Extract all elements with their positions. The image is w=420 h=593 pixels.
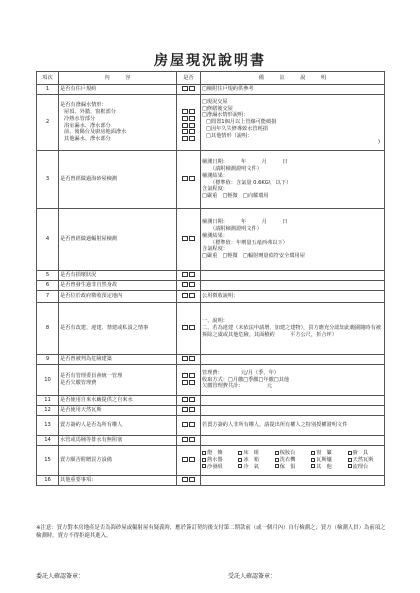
accessory-checkbox[interactable]	[311, 464, 315, 468]
table-row	[37, 406, 385, 416]
content-line: 是否使用自來水廠提供之自來水	[60, 397, 133, 404]
header-yesno: 是否	[177, 72, 201, 85]
remark-line: 公用徵收說明：	[202, 293, 239, 300]
yes-checkbox[interactable]	[182, 236, 188, 241]
no-checkbox[interactable]	[189, 380, 195, 385]
row-number: 16	[37, 476, 59, 486]
remark-line: （請附檢測證明文件）	[210, 165, 262, 172]
accessory-label: 燈 飾	[207, 450, 223, 457]
content-line: 賣方簽約人是否為所有權人	[60, 422, 123, 429]
remark-line: □因年久失修導致水管耗損	[206, 125, 268, 132]
yes-checkbox[interactable]	[182, 397, 188, 402]
yes-no-checkboxes	[177, 446, 201, 476]
row-remark	[201, 291, 385, 303]
remark-line: □其他情形（說明：	[206, 132, 253, 139]
yes-checkbox[interactable]	[182, 129, 188, 134]
remark-line: 一、說明：	[202, 318, 228, 325]
content-line: 是否有改建、違建、禁建或私設之情事	[60, 325, 149, 332]
header-content: 內 容	[59, 72, 177, 85]
yes-checkbox[interactable]	[182, 380, 188, 385]
yes-no-checkboxes	[177, 209, 201, 271]
yes-checkbox[interactable]	[182, 422, 188, 427]
accessory-checkbox[interactable]	[311, 451, 315, 455]
accessory-checkbox[interactable]	[348, 464, 352, 468]
row-number: 10	[37, 365, 59, 396]
remark-line: 欠繳管理費共計： 元	[202, 383, 273, 390]
remark-line: 含氯程度：	[202, 246, 228, 253]
content-line: 其他漏水、滲水部分	[64, 136, 111, 143]
no-checkbox[interactable]	[189, 129, 195, 134]
row-content	[59, 95, 177, 151]
accessory-label: 床 組	[243, 450, 259, 457]
row-content	[59, 446, 177, 476]
accessory-label: 冷 氣	[243, 463, 259, 470]
row-number: 1	[37, 85, 59, 95]
row-remark	[201, 406, 385, 416]
yes-no-checkboxes	[177, 436, 201, 446]
table-row	[37, 291, 385, 303]
table-row	[37, 355, 385, 365]
accessory-label: 梳妝台	[279, 450, 296, 457]
remark-line: □修繕後交屋	[202, 105, 233, 112]
content-line: 冷熱水管部分	[64, 115, 96, 122]
row-number: 11	[37, 396, 59, 406]
remark-line: 收取方式：□月繳□季繳□年繳□其他	[202, 376, 290, 383]
remark-line: □閒置1個月以上管線可能破損	[206, 119, 277, 126]
row-content	[59, 355, 177, 365]
no-checkbox[interactable]	[189, 136, 195, 141]
yes-checkbox[interactable]	[182, 477, 188, 482]
yes-checkbox[interactable]	[182, 457, 188, 462]
accessory-option[interactable]	[348, 457, 383, 464]
row-number: 6	[37, 281, 59, 291]
row-remark	[201, 476, 385, 486]
row-content	[59, 406, 177, 416]
yes-no-checkboxes	[177, 271, 201, 281]
accessory-label: 天然瓦斯	[352, 457, 374, 464]
page-title: 房屋現況說明書	[154, 53, 266, 69]
row-content	[59, 291, 177, 303]
header-no: 項次	[37, 72, 59, 85]
yes-no-checkboxes	[177, 303, 201, 355]
row-content	[59, 476, 177, 486]
remark-line: □滲漏水情形說明：	[202, 112, 249, 119]
row-number: 12	[37, 406, 59, 416]
table-row	[37, 416, 385, 436]
row-remark	[201, 209, 385, 271]
yes-checkbox[interactable]	[182, 293, 188, 298]
row-content	[59, 396, 177, 406]
yes-checkbox[interactable]	[182, 282, 188, 287]
accessory-label: 廚 具	[352, 450, 369, 457]
remark-line: 含氯程度：	[202, 186, 228, 193]
yes-checkbox[interactable]	[182, 176, 188, 181]
accessory-checkbox[interactable]	[238, 458, 242, 462]
agent-signature-label: 受託人確認簽章：	[228, 573, 277, 580]
accessory-option[interactable]	[311, 464, 346, 471]
no-checkbox[interactable]	[189, 272, 195, 277]
yes-checkbox[interactable]	[182, 86, 188, 91]
accessory-checkbox[interactable]	[275, 464, 279, 468]
no-checkbox[interactable]	[189, 373, 195, 378]
accessory-checkbox[interactable]	[275, 451, 279, 455]
accessory-label: 瓦斯爐	[316, 457, 332, 464]
remark-line: （請附檢測證明文件）	[210, 225, 262, 232]
content-line: 是否曾被判為危險建築	[60, 356, 112, 363]
header-remark: 備 註 說 明	[201, 72, 385, 85]
row-content	[59, 416, 177, 436]
no-checkbox[interactable]	[189, 116, 195, 121]
no-checkbox[interactable]	[189, 477, 195, 482]
table-row	[37, 476, 385, 486]
remark-line: 檢測結果：	[202, 232, 228, 239]
row-content	[59, 303, 177, 355]
row-remark	[201, 95, 385, 151]
remark-line: 若賣方簽約人非所有權人，請提出所有權人之特別授權證明文件	[202, 422, 348, 429]
yes-no-checkboxes	[177, 365, 201, 396]
remark-line: 檢測日期： 年 月 日	[202, 219, 288, 226]
content-line: 是否有損壞狀況	[60, 272, 97, 279]
row-remark	[201, 436, 385, 446]
row-remark	[201, 446, 385, 476]
yes-checkbox[interactable]	[182, 356, 188, 361]
table-row	[37, 85, 385, 95]
no-checkbox[interactable]	[189, 176, 195, 181]
row-content	[59, 151, 177, 209]
content-line: 賣方願否附贈買方設備	[60, 457, 112, 464]
row-remark	[201, 271, 385, 281]
row-remark	[201, 151, 385, 209]
table-row	[37, 95, 385, 151]
row-content	[59, 436, 177, 446]
accessory-checkbox[interactable]	[202, 451, 206, 455]
accessory-checkbox[interactable]	[238, 464, 242, 468]
remark-line: )	[377, 139, 380, 146]
row-content	[59, 281, 177, 291]
row-number: 13	[37, 416, 59, 436]
accessory-option[interactable]	[238, 464, 273, 471]
remark-line: 管理費： 元/月（季、年）	[202, 369, 279, 376]
remark-line: 檢測結果：	[202, 172, 228, 179]
row-content	[59, 209, 177, 271]
accessory-option[interactable]	[275, 464, 310, 471]
row-number: 4	[37, 209, 59, 271]
yes-checkbox[interactable]	[182, 136, 188, 141]
table-row	[37, 396, 385, 406]
content-line: 浴室漏水、滲水部分	[64, 122, 111, 129]
remark-line: □嚴重 □輕微 □向耀環用	[202, 193, 269, 200]
content-line: 是否曾發生過非自然身故	[60, 282, 118, 289]
accessory-checkbox[interactable]	[238, 451, 242, 455]
house-status-table	[36, 71, 385, 486]
accessory-option[interactable]	[202, 457, 237, 464]
content-line: 是否位於政府徵收預定地內	[60, 293, 123, 300]
yes-checkbox[interactable]	[182, 109, 188, 114]
accessory-checkbox[interactable]	[348, 451, 352, 455]
no-checkbox[interactable]	[189, 86, 195, 91]
row-content	[59, 365, 177, 396]
no-checkbox[interactable]	[189, 293, 195, 298]
no-checkbox[interactable]	[189, 123, 195, 128]
accessory-label: 其 他	[316, 463, 332, 470]
row-remark	[201, 281, 385, 291]
table-row	[37, 436, 385, 446]
content-line: 是否有住戶規約	[60, 86, 97, 93]
accessory-label: 洗衣機	[279, 457, 296, 464]
row-content	[59, 85, 177, 95]
no-checkbox[interactable]	[189, 236, 195, 241]
remark-line: 檢測日期： 年 月 日	[202, 159, 288, 166]
table-row	[37, 303, 385, 355]
yes-no-checkboxes	[177, 291, 201, 303]
yes-checkbox[interactable]	[182, 116, 188, 121]
accessory-checkbox[interactable]	[202, 458, 206, 462]
remark-line: 二、若為違建（未依法申請增、加建之建物），買方應充分認知此範圍隨時有被拆除之虞或其他危險。其面積約 平方公尺，折合坪）	[202, 325, 381, 338]
row-number: 8	[37, 303, 59, 355]
row-remark	[201, 85, 385, 95]
yes-checkbox[interactable]	[182, 123, 188, 128]
yes-checkbox[interactable]	[182, 437, 188, 442]
row-number: 9	[37, 355, 59, 365]
accessory-label: 窗 簾	[316, 450, 332, 457]
no-checkbox[interactable]	[189, 397, 195, 402]
row-remark	[201, 365, 385, 396]
accessory-label: 傢 俱	[279, 463, 296, 470]
accessory-label: 流理台	[352, 463, 369, 470]
no-checkbox[interactable]	[189, 325, 195, 330]
yes-no-checkboxes	[177, 416, 201, 436]
no-checkbox[interactable]	[189, 437, 195, 442]
content-line: 水管或馬桶等排水有無阻塞	[60, 437, 123, 444]
table-row	[37, 151, 385, 209]
accessory-checkbox[interactable]	[275, 458, 279, 462]
yes-no-checkboxes	[177, 95, 201, 151]
row-remark	[201, 416, 385, 436]
no-checkbox[interactable]	[189, 282, 195, 287]
yes-no-checkboxes	[177, 85, 201, 95]
row-remark	[201, 355, 385, 365]
client-signature-label: 委託人確認簽章：	[36, 573, 85, 580]
row-remark	[201, 396, 385, 406]
remark-line: （標準值：含氯量 0.6KG\ 以下）	[210, 179, 292, 186]
yes-checkbox[interactable]	[182, 407, 188, 412]
yes-no-checkboxes	[177, 151, 201, 209]
row-number: 15	[37, 446, 59, 476]
accessory-label: 冰 箱	[243, 457, 259, 464]
yes-no-checkboxes	[177, 406, 201, 416]
table-row	[37, 209, 385, 271]
accessory-checkbox[interactable]	[348, 458, 352, 462]
no-checkbox[interactable]	[189, 422, 195, 427]
content-line: 是否有滲漏水情形：	[60, 102, 107, 109]
accessory-checkbox[interactable]	[202, 464, 206, 468]
notice-text: ※注意：買方對本房地產是否為海砂屋或輻射屋有疑義時，應於簽訂契約後支付第二期款前（或一個月內）自行檢測之；買方（檢測人員）為前項之檢測時，賣方不得拒絕其進入。	[36, 525, 386, 539]
yes-no-checkboxes	[177, 355, 201, 365]
no-checkbox[interactable]	[189, 356, 195, 361]
table-row	[37, 446, 385, 476]
remark-line: □嚴重 □輕微 □輻射劑量偵符安全環用屋	[202, 253, 305, 260]
yes-checkbox[interactable]	[182, 373, 188, 378]
accessory-label: 沙發組	[207, 463, 223, 470]
accessory-option[interactable]	[311, 457, 346, 464]
row-number: 14	[37, 436, 59, 446]
yes-checkbox[interactable]	[182, 272, 188, 277]
table-row	[37, 365, 385, 396]
no-checkbox[interactable]	[189, 109, 195, 114]
content-line: 前、後陽台及廚房地面滲水	[64, 129, 127, 136]
remark-line: □檢附住戶規約供參考	[202, 86, 254, 93]
remark-line: （標準值：年劑量五毫西弗以下）	[210, 239, 288, 246]
yes-no-checkboxes	[177, 396, 201, 406]
accessory-label: 熱水器	[207, 457, 223, 464]
content-line: 屋頂、外牆、窗框部分	[64, 108, 116, 115]
yes-no-checkboxes	[177, 281, 201, 291]
content-line: 是否使用天然瓦斯	[60, 407, 102, 414]
accessory-option[interactable]	[238, 457, 273, 464]
no-checkbox[interactable]	[189, 457, 195, 462]
content-line: 其他重要事項：	[60, 477, 97, 484]
row-number: 3	[37, 151, 59, 209]
accessory-option[interactable]	[275, 457, 310, 464]
content-line: 是否欠繳管理費	[60, 380, 97, 386]
content-line: 是否有管理委員會統一管理	[60, 373, 123, 380]
table-row	[37, 281, 385, 291]
row-number: 5	[37, 271, 59, 281]
row-number: 2	[37, 95, 59, 151]
yes-no-checkboxes	[177, 476, 201, 486]
no-checkbox[interactable]	[189, 407, 195, 412]
row-remark	[201, 303, 385, 355]
yes-checkbox[interactable]	[182, 325, 188, 330]
row-content	[59, 271, 177, 281]
remark-line: □現況交屋	[202, 98, 228, 105]
table-row	[37, 271, 385, 281]
accessory-option[interactable]	[348, 464, 383, 471]
content-line: 是否曾經做過輻射屋檢測	[60, 236, 118, 243]
accessory-option[interactable]	[202, 464, 237, 471]
accessory-checkbox[interactable]	[311, 458, 315, 462]
row-number: 7	[37, 291, 59, 303]
content-line: 是否曾經做過海砂屋檢測	[60, 176, 118, 183]
table-header-row	[37, 72, 385, 85]
